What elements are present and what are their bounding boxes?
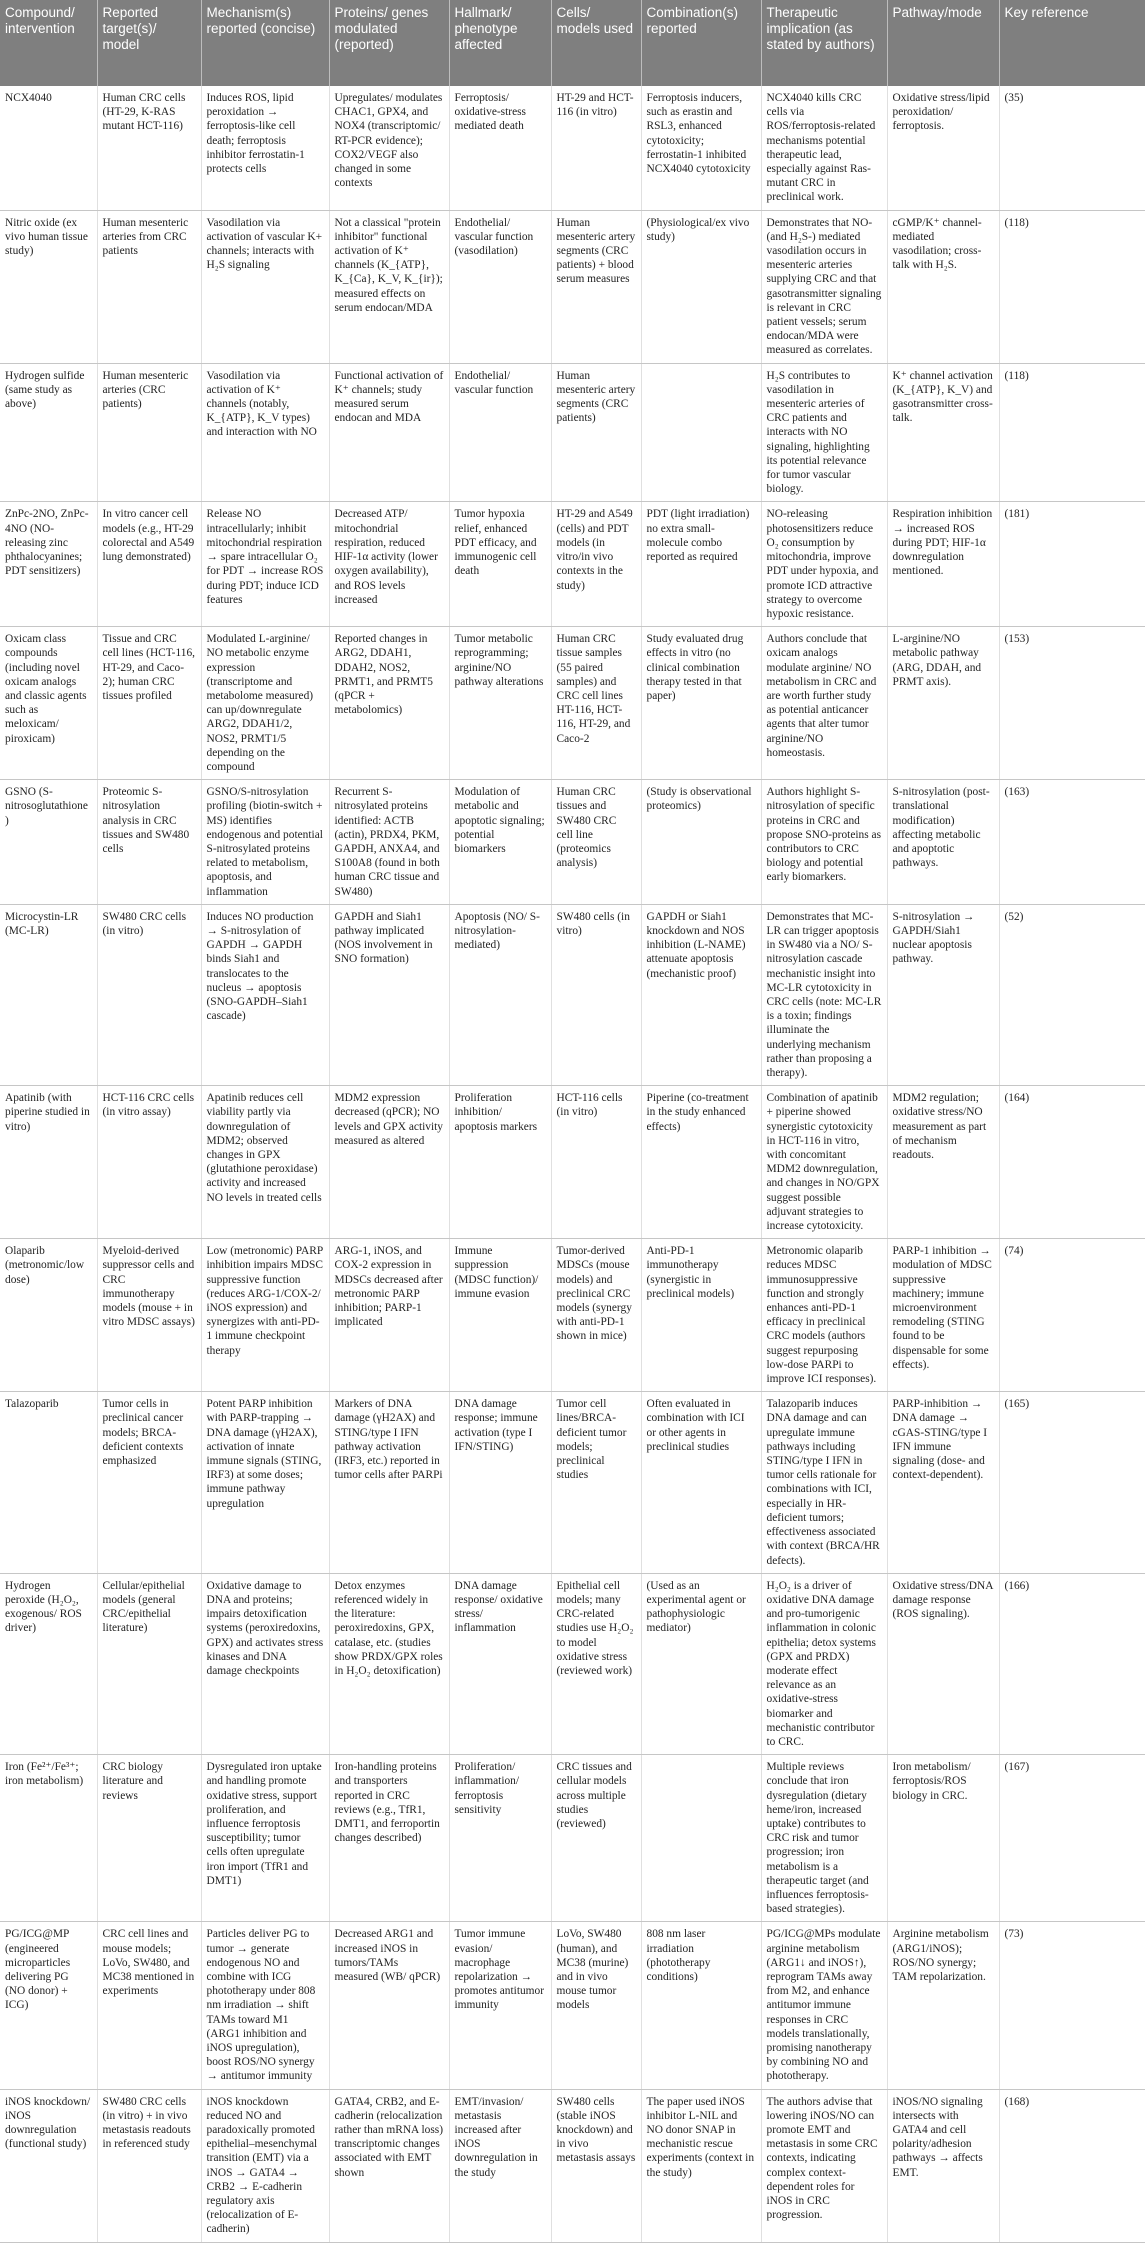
table-cell: Hydrogen peroxide (H₂O₂, exogenous/ ROS driver)	[0, 1573, 97, 1754]
table-cell: Endothelial/ vascular function (vasodilation)	[449, 210, 551, 363]
table-cell: PARP-inhibition → DNA damage → cGAS-STING/type I IFN immune signaling (dose- and context-dependent).	[887, 1392, 999, 1573]
table-cell: GSNO (S-nitrosoglutathione)	[0, 780, 97, 905]
table-cell: HT-29 and HCT-116 (in vitro)	[551, 86, 641, 210]
table-cell	[641, 363, 761, 502]
table-cell: Low (metronomic) PARP inhibition impairs MDSC suppressive function (reduces ARG-1/COX-2/ iNOS expression) and synergizes with anti-PD-1 immune checkpoint therapy	[201, 1239, 329, 1392]
table-cell: Release NO intracellularly; inhibit mitochondrial respiration → spare intracellular O₂ for PDT → increase ROS during PDT; induce ICD features	[201, 502, 329, 627]
table-cell: Piperine (co-treatment in the study enhanced effects)	[641, 1086, 761, 1239]
column-header: Proteins/ genes modulated (reported)	[329, 0, 449, 86]
table-cell: Human mesenteric artery segments (CRC patients) + blood serum measures	[551, 210, 641, 363]
table-cell: (118)	[999, 210, 1145, 363]
table-cell: Not a classical "protein inhibitor" functional activation of K⁺ channels (K_{ATP}, K_{Ca}, K_V, K_{ir}); measured effects on serum endocan/MDA	[329, 210, 449, 363]
table-cell: Markers of DNA damage (γH2AX) and STING/type I IFN pathway activation (IRF3, etc.) reported in tumor cells after PARPi	[329, 1392, 449, 1573]
table-cell: Human mesenteric artery segments (CRC patients)	[551, 363, 641, 502]
table-cell: Often evaluated in combination with ICI or other agents in preclinical studies	[641, 1392, 761, 1573]
table-cell: GSNO/S-nitrosylation profiling (biotin-switch + MS) identifies endogenous and potential S-nitrosylated proteins related to metabolism, apoptosis, and inflammation	[201, 780, 329, 905]
table-cell: Nitric oxide (ex vivo human tissue study)	[0, 210, 97, 363]
table-cell: Proliferation inhibition/ apoptosis markers	[449, 1086, 551, 1239]
table-row	[0, 502, 1145, 627]
table-header	[0, 0, 1145, 86]
table-row	[0, 2089, 1145, 2242]
table-cell: DNA damage response/ oxidative stress/ inflammation	[449, 1573, 551, 1754]
table-cell: DNA damage response; immune activation (type I IFN/STING)	[449, 1392, 551, 1573]
table-cell: Proteomic S-nitrosylation analysis in CRC tissues and SW480 cells	[97, 780, 201, 905]
column-header: Key reference	[999, 0, 1145, 86]
table-cell: S-nitrosylation → GAPDH/Siah1 nuclear apoptosis pathway.	[887, 904, 999, 1085]
table-row	[0, 363, 1145, 502]
table-cell: Dysregulated iron uptake and handling promote oxidative stress, support proliferation, and influence ferroptosis susceptibility; tumor cells often upregulate iron import (TfR1 and DMT1)	[201, 1755, 329, 1922]
table-body	[0, 86, 1145, 2242]
table-cell: CRC biology literature and reviews	[97, 1755, 201, 1922]
table-row	[0, 1392, 1145, 1573]
table-cell: S-nitrosylation (post-translational modification) affecting metabolic and apoptotic pathways.	[887, 780, 999, 905]
table-cell: Human CRC cells (HT-29, K-RAS mutant HCT-116)	[97, 86, 201, 210]
table-cell: Ferroptosis/ oxidative-stress mediated death	[449, 86, 551, 210]
table-cell: Functional activation of K⁺ channels; study measured serum endocan and MDA	[329, 363, 449, 502]
table-cell: PG/ICG@MPs modulate arginine metabolism (ARG1↓ and iNOS↑), reprogram TAMs away from M2, and enhance antitumor immune responses in CRC models translationally, promising nanotherapy by combining NO and phototherapy.	[761, 1922, 887, 2089]
table-cell: (Physiological/ex vivo study)	[641, 210, 761, 363]
table-cell: K⁺ channel activation (K_{ATP}, K_V) and gasotransmitter cross-talk.	[887, 363, 999, 502]
table-cell: MDM2 expression decreased (qPCR); NO levels and GPX activity measured as altered	[329, 1086, 449, 1239]
table-cell: Recurrent S-nitrosylated proteins identified: ACTB (actin), PRDX4, PKM, GAPDH, ANXA4, and S100A8 (found in both human CRC tissue and SW480)	[329, 780, 449, 905]
table-cell: Cellular/epithelial models (general CRC/epithelial literature)	[97, 1573, 201, 1754]
table-row	[0, 904, 1145, 1085]
table-cell: (118)	[999, 363, 1145, 502]
table-cell: Authors conclude that oxicam analogs modulate arginine/ NO metabolism in CRC and are worth further study as potential anticancer agents that alter tumor arginine/NO homeostasis.	[761, 627, 887, 780]
table-cell: (52)	[999, 904, 1145, 1085]
table-cell: Demonstrates that MC-LR can trigger apoptosis in SW480 via a NO/ S-nitrosylation cascade mechanistic insight into MC-LR cytotoxicity in CRC cells (note: MC-LR is a toxin; findings illuminate the underlying mechanism rather than proposing a therapy).	[761, 904, 887, 1085]
table-cell: Potent PARP inhibition with PARP-trapping → DNA damage (γH2AX), activation of innate immune signals (STING, IRF3) at some doses; immune pathway upregulation	[201, 1392, 329, 1573]
table-cell: Ferroptosis inducers, such as erastin and RSL3, enhanced cytotoxicity; ferrostatin-1 inhibited NCX4040 cytotoxicity	[641, 86, 761, 210]
column-header: Mechanism(s) reported (concise)	[201, 0, 329, 86]
table-cell: Human mesenteric arteries from CRC patients	[97, 210, 201, 363]
table-cell: (Study is observational proteomics)	[641, 780, 761, 905]
table-cell: Decreased ARG1 and increased iNOS in tumors/TAMs measured (WB/ qPCR)	[329, 1922, 449, 2089]
table-cell: Study evaluated drug effects in vitro (no clinical combination therapy tested in that paper)	[641, 627, 761, 780]
table-cell: The paper used iNOS inhibitor L-NIL and NO donor SNAP in mechanistic rescue experiments (context in the study)	[641, 2089, 761, 2242]
table-cell: (Used as an experimental agent or pathophysiologic mediator)	[641, 1573, 761, 1754]
table-cell: cGMP/K⁺ channel-mediated vasodilation; cross-talk with H₂S.	[887, 210, 999, 363]
table-cell: GAPDH or Siah1 knockdown and NOS inhibition (L-NAME) attenuate apoptosis (mechanistic proof)	[641, 904, 761, 1085]
table-cell: SW480 cells (in vitro)	[551, 904, 641, 1085]
table-cell: Modulated L-arginine/ NO metabolic enzyme expression (transcriptome and metabolome measured) can up/downregulate ARG2, DDAH1/2, NOS2, PRMT1/5 depending on the compound	[201, 627, 329, 780]
table-cell: Oxidative damage to DNA and proteins; impairs detoxification systems (peroxiredoxins, GPX) and activates stress kinases and DNA damage checkpoints	[201, 1573, 329, 1754]
table-cell: PG/ICG@MP (engineered microparticles delivering PG (NO donor) + ICG)	[0, 1922, 97, 2089]
table-cell: GATA4, CRB2, and E-cadherin (relocalization rather than mRNA loss) transcriptomic changes associated with EMT shown	[329, 2089, 449, 2242]
table-cell: SW480 CRC cells (in vitro) + in vivo metastasis readouts in referenced study	[97, 2089, 201, 2242]
table-cell: iNOS/NO signaling intersects with GATA4 and cell polarity/adhesion pathways → affects EMT.	[887, 2089, 999, 2242]
table-cell: H₂S contributes to vasodilation in mesenteric arteries of CRC patients and interacts with NO signaling, highlighting its potential relevance for tumor vascular biology.	[761, 363, 887, 502]
table-cell: Oxidative stress/DNA damage response (ROS signaling).	[887, 1573, 999, 1754]
table-cell: (74)	[999, 1239, 1145, 1392]
table-cell: Proliferation/ inflammation/ ferroptosis sensitivity	[449, 1755, 551, 1922]
table-cell: Talazoparib	[0, 1392, 97, 1573]
table-cell: iNOS knockdown reduced NO and paradoxically promoted epithelial–mesenchymal transition (EMT) via a iNOS → GATA4 → CRB2 → E-cadherin regulatory axis (relocalization of E-cadherin)	[201, 2089, 329, 2242]
table-cell: HT-29 and A549 (cells) and PDT models (in vitro/in vivo contexts in the study)	[551, 502, 641, 627]
table-cell: (35)	[999, 86, 1145, 210]
table-cell: LoVo, SW480 (human), and MC38 (murine) and in vivo mouse tumor models	[551, 1922, 641, 2089]
column-header: Combination(s) reported	[641, 0, 761, 86]
table-cell: EMT/invasion/ metastasis increased after iNOS downregulation in the study	[449, 2089, 551, 2242]
table-cell: (153)	[999, 627, 1145, 780]
table-cell: NCX4040	[0, 86, 97, 210]
table-cell: Iron (Fe²⁺/Fe³⁺; iron metabolism)	[0, 1755, 97, 1922]
table-row	[0, 780, 1145, 905]
column-header: Cells/ models used	[551, 0, 641, 86]
table-cell: Decreased ATP/ mitochondrial respiration, reduced HIF-1α activity (lower oxygen availability), and ROS levels increased	[329, 502, 449, 627]
table-row	[0, 1922, 1145, 2089]
table-cell: Microcystin-LR (MC-LR)	[0, 904, 97, 1085]
table-cell: Iron-handling proteins and transporters reported in CRC reviews (e.g., TfR1, DMT1, and ferroportin changes described)	[329, 1755, 449, 1922]
table-cell: MDM2 regulation; oxidative stress/NO measurement as part of mechanism readouts.	[887, 1086, 999, 1239]
table-cell: Hydrogen sulfide (same study as above)	[0, 363, 97, 502]
table-cell: Demonstrates that NO- (and H₂S-) mediated vasodilation occurs in mesenteric arteries supplying CRC and that gasotransmitter signaling is relevant in CRC patient vessels; serum endocan/MDA were measured as correlates.	[761, 210, 887, 363]
table-cell: Tumor immune evasion/ macrophage repolarization → promotes antitumor immunity	[449, 1922, 551, 2089]
table-cell: Tumor hypoxia relief, enhanced PDT efficacy, and immunogenic cell death	[449, 502, 551, 627]
table-cell: HCT-116 CRC cells (in vitro assay)	[97, 1086, 201, 1239]
table-cell: NO-releasing photosensitizers reduce O₂ consumption by mitochondria, improve PDT under hypoxia, and promote ICD attractive strategy to overcome hypoxic resistance.	[761, 502, 887, 627]
table-cell: (165)	[999, 1392, 1145, 1573]
table-cell: Apoptosis (NO/ S-nitrosylation-mediated)	[449, 904, 551, 1085]
table-cell: Respiration inhibition → increased ROS during PDT; HIF-1α downregulation mentioned.	[887, 502, 999, 627]
table-cell: HCT-116 cells (in vitro)	[551, 1086, 641, 1239]
table-cell: Talazoparib induces DNA damage and can upregulate immune pathways including STING/type I IFN in tumor cells rationale for combinations with ICI, especially in HR-deficient tumors; effectiveness associated with context (BRCA/HR defects).	[761, 1392, 887, 1573]
table-cell: Epithelial cell models; many CRC-related studies use H₂O₂ to model oxidative stress (reviewed work)	[551, 1573, 641, 1754]
table-cell: Induces ROS, lipid peroxidation → ferroptosis-like cell death; ferroptosis inhibitor ferrostatin-1 protects cells	[201, 86, 329, 210]
table-cell: 808 nm laser irradiation (phototherapy conditions)	[641, 1922, 761, 2089]
table-cell: (73)	[999, 1922, 1145, 2089]
column-header: Therapeutic implication (as stated by authors)	[761, 0, 887, 86]
table-cell: Vasodilation via activation of vascular K+ channels; interacts with H₂S signaling	[201, 210, 329, 363]
table-cell	[641, 1755, 761, 1922]
table-cell: Oxidative stress/lipid peroxidation/ ferroptosis.	[887, 86, 999, 210]
table-cell: CRC tissues and cellular models across multiple studies (reviewed)	[551, 1755, 641, 1922]
column-header: Hallmark/ phenotype affected	[449, 0, 551, 86]
table-cell: SW480 CRC cells (in vitro)	[97, 904, 201, 1085]
table-row	[0, 210, 1145, 363]
table-cell: Apatinib (with piperine studied in vitro)	[0, 1086, 97, 1239]
table-cell: Multiple reviews conclude that iron dysregulation (dietary heme/iron, increased uptake) contributes to CRC risk and tumor progression; iron metabolism is a therapeutic target (and influences ferroptosis-based strategies).	[761, 1755, 887, 1922]
table-row	[0, 627, 1145, 780]
table-cell: Immune suppression (MDSC function)/ immune evasion	[449, 1239, 551, 1392]
column-header: Pathway/mode	[887, 0, 999, 86]
table-cell: Combination of apatinib + piperine showed synergistic cytotoxicity in HCT-116 in vitro, with concomitant MDM2 downregulation, and changes in NO/GPX suggest possible adjuvant strategies to increase cytotoxicity.	[761, 1086, 887, 1239]
table-cell: (164)	[999, 1086, 1145, 1239]
table-cell: SW480 cells (stable iNOS knockdown) and in vivo metastasis assays	[551, 2089, 641, 2242]
table-cell: Tumor metabolic reprogramming; arginine/NO pathway alterations	[449, 627, 551, 780]
table-cell: PARP-1 inhibition → modulation of MDSC suppressive machinery; immune microenvironment remodeling (STING found to be dispensable for some effects).	[887, 1239, 999, 1392]
table-cell: (168)	[999, 2089, 1145, 2242]
table-cell: Olaparib (metronomic/low dose)	[0, 1239, 97, 1392]
table-cell: Apatinib reduces cell viability partly via downregulation of MDM2; observed changes in GPX (glutathione peroxidase) activity and increased NO levels in treated cells	[201, 1086, 329, 1239]
table-cell: (163)	[999, 780, 1145, 905]
table-cell: L-arginine/NO metabolic pathway (ARG, DDAH, and PRMT axis).	[887, 627, 999, 780]
table-cell: Induces NO production → S-nitrosylation of GAPDH → GAPDH binds Siah1 and translocates to the nucleus → apoptosis (SNO-GAPDH–Siah1 cascade)	[201, 904, 329, 1085]
table-cell: Arginine metabolism (ARG1/iNOS); ROS/NO synergy; TAM repolarization.	[887, 1922, 999, 2089]
table-cell: Oxicam class compounds (including novel oxicam analogs and classic agents such as meloxicam/ piroxicam)	[0, 627, 97, 780]
table-cell: Vasodilation via activation of K⁺ channels (notably, K_{ATP}, K_V types) and interaction with NO	[201, 363, 329, 502]
table-cell: Anti-PD-1 immunotherapy (synergistic in preclinical models)	[641, 1239, 761, 1392]
table-cell: iNOS knockdown/ iNOS downregulation (functional study)	[0, 2089, 97, 2242]
table-cell: (166)	[999, 1573, 1145, 1754]
table-cell: Tumor cell lines/BRCA-deficient tumor models; preclinical studies	[551, 1392, 641, 1573]
table-cell: Metronomic olaparib reduces MDSC immunosuppressive function and strongly enhances anti-PD-1 efficacy in preclinical CRC models (authors suggest repurposing low-dose PARPi to improve ICI responses).	[761, 1239, 887, 1392]
table-cell: CRC cell lines and mouse models; LoVo, SW480, and MC38 mentioned in experiments	[97, 1922, 201, 2089]
table-row	[0, 1755, 1145, 1922]
table-cell: Iron metabolism/ ferroptosis/ROS biology in CRC.	[887, 1755, 999, 1922]
table-cell: Reported changes in ARG2, DDAH1, DDAH2, NOS2, PRMT1, and PRMT5 (qPCR + metabolomics)	[329, 627, 449, 780]
table-cell: Detox enzymes referenced widely in the literature: peroxiredoxins, GPX, catalase, etc. (studies show PRDX/GPX roles in H₂O₂ detoxification)	[329, 1573, 449, 1754]
table-cell: Tissue and CRC cell lines (HCT-116, HT-29, and Caco-2); human CRC tissues profiled	[97, 627, 201, 780]
table-cell: ARG-1, iNOS, and COX-2 expression in MDSCs decreased after metronomic PARP inhibition; PARP-1 implicated	[329, 1239, 449, 1392]
table-cell: Human CRC tissue samples (55 paired samples) and CRC cell lines HT-116, HCT-116, HT-29, and Caco-2	[551, 627, 641, 780]
table-cell: Particles deliver PG to tumor → generate endogenous NO and combine with ICG phototherapy under 808 nm irradiation → shift TAMs toward M1 (ARG1 inhibition and iNOS upregulation), boost ROS/NO synergy → antitumor immunity	[201, 1922, 329, 2089]
table-cell: PDT (light irradiation) no extra small-molecule combo reported as required	[641, 502, 761, 627]
table-cell: Endothelial/ vascular function	[449, 363, 551, 502]
table-cell: Human mesenteric arteries (CRC patients)	[97, 363, 201, 502]
table-row	[0, 86, 1145, 210]
table-cell: Human CRC tissues and SW480 CRC cell line (proteomics analysis)	[551, 780, 641, 905]
table-cell: The authors advise that lowering iNOS/NO can promote EMT and metastasis in some CRC contexts, indicating complex context-dependent roles for iNOS in CRC progression.	[761, 2089, 887, 2242]
table-cell: Tumor cells in preclinical cancer models; BRCA-deficient contexts emphasized	[97, 1392, 201, 1573]
column-header: Reported target(s)/ model	[97, 0, 201, 86]
table-cell: (167)	[999, 1755, 1145, 1922]
table-row	[0, 1573, 1145, 1754]
table-cell: Tumor-derived MDSCs (mouse models) and preclinical CRC models (synergy with anti-PD-1 shown in mice)	[551, 1239, 641, 1392]
table-cell: ZnPc-2NO, ZnPc-4NO (NO-releasing zinc phthalocyanines; PDT sensitizers)	[0, 502, 97, 627]
column-header: Compound/ intervention	[0, 0, 97, 86]
table-cell: H₂O₂ is a driver of oxidative DNA damage and pro-tumorigenic inflammation in colonic epithelia; detox systems (GPX and PRDX) moderate effect relevance as an oxidative-stress biomarker and mechanistic contributor to CRC.	[761, 1573, 887, 1754]
table-cell: NCX4040 kills CRC cells via ROS/ferroptosis-related mechanisms potential therapeutic lead, especially against Ras-mutant CRC in preclinical work.	[761, 86, 887, 210]
table-cell: Modulation of metabolic and apoptotic signaling; potential biomarkers	[449, 780, 551, 905]
table-cell: Upregulates/ modulates CHAC1, GPX4, and NOX4 (transcriptomic/ RT-PCR evidence); COX2/VEGF also changed in some contexts	[329, 86, 449, 210]
table-row	[0, 1086, 1145, 1239]
header-row	[0, 0, 1145, 86]
table-cell: GAPDH and Siah1 pathway implicated (NOS involvement in SNO formation)	[329, 904, 449, 1085]
table-cell: In vitro cancer cell models (e.g., HT-29 colorectal and A549 lung demonstrated)	[97, 502, 201, 627]
table-row	[0, 1239, 1145, 1392]
table-cell: Myeloid-derived suppressor cells and CRC immunotherapy models (mouse + in vitro MDSC assays)	[97, 1239, 201, 1392]
table-cell: (181)	[999, 502, 1145, 627]
table-cell: Authors highlight S-nitrosylation of specific proteins in CRC and propose SNO-proteins as contributors to CRC biology and potential early biomarkers.	[761, 780, 887, 905]
